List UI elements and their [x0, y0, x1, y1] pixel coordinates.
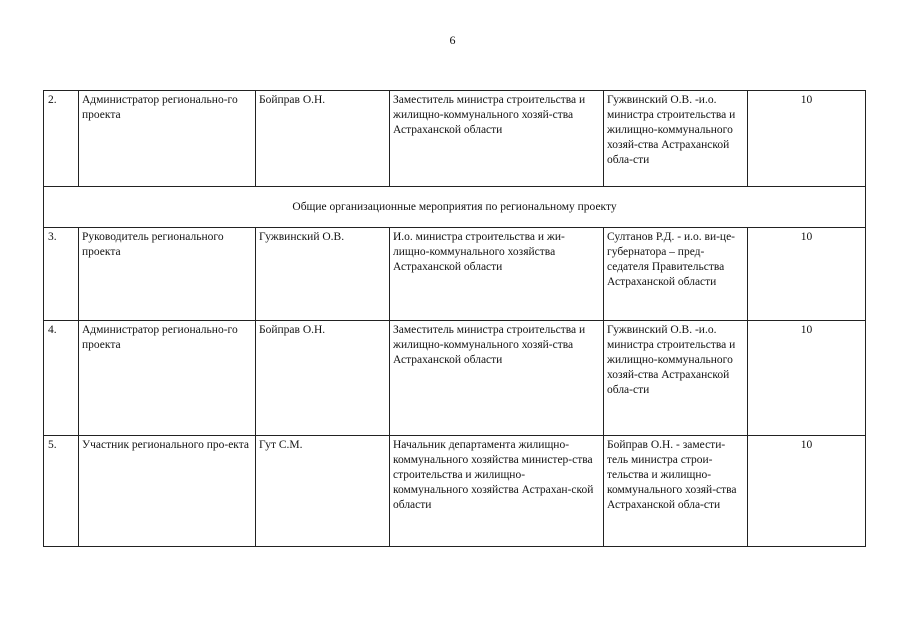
workload-cell: 10: [748, 91, 866, 187]
workload-cell: 10: [748, 436, 866, 547]
table-row: [44, 91, 866, 187]
row-number-cell: 4.: [44, 321, 79, 436]
role-cell: Администратор регионально-го проекта: [79, 321, 256, 436]
supervisor-cell: Гужвинский О.В. -и.о. министра строительства и жилищно-коммунального хозяй-ства Астраханской обла-сти: [604, 321, 748, 436]
participants-table: [43, 90, 866, 547]
supervisor-cell: Гужвинский О.В. -и.о. министра строительства и жилищно-коммунального хозяй-ства Астраханской обла-сти: [604, 91, 748, 187]
workload-cell: 10: [748, 321, 866, 436]
table-row: [44, 228, 866, 321]
position-cell: И.о. министра строительства и жи-лищно-коммунального хозяйства Астраханской области: [390, 228, 604, 321]
role-cell: Администратор регионально-го проекта: [79, 91, 256, 187]
page-number: 6: [449, 33, 456, 47]
table-row: [44, 321, 866, 436]
person-cell: Гут С.М.: [256, 436, 390, 547]
row-number-cell: 3.: [44, 228, 79, 321]
position-cell: Заместитель министра строительства и жилищно-коммунального хозяй-ства Астраханской области: [390, 321, 604, 436]
workload-cell: 10: [748, 228, 866, 321]
position-cell: Начальник департамента жилищно-коммунального хозяйства министер-ства строительства и жилищно-коммунального хозяйства Астрахан-ской области: [390, 436, 604, 547]
row-number-cell: 5.: [44, 436, 79, 547]
role-cell: Руководитель регионального проекта: [79, 228, 256, 321]
person-cell: Бойправ О.Н.: [256, 91, 390, 187]
section-header: Общие организационные мероприятия по региональному проекту: [44, 187, 866, 228]
position-cell: Заместитель министра строительства и жилищно-коммунального хозяй-ства Астраханской области: [390, 91, 604, 187]
person-cell: Бойправ О.Н.: [256, 321, 390, 436]
supervisor-cell: Бойправ О.Н. - замести-тель министра строи-тельства и жилищно-коммунального хозяй-ства Астраханской обла-сти: [604, 436, 748, 547]
row-number-cell: 2.: [44, 91, 79, 187]
role-cell: Участник регионального про-екта: [79, 436, 256, 547]
section-header-row: [44, 187, 866, 228]
supervisor-cell: Султанов Р.Д. - и.о. ви-це-губернатора – пред-седателя Правительства Астраханской области: [604, 228, 748, 321]
person-cell: Гужвинский О.В.: [256, 228, 390, 321]
table-row: [44, 436, 866, 547]
